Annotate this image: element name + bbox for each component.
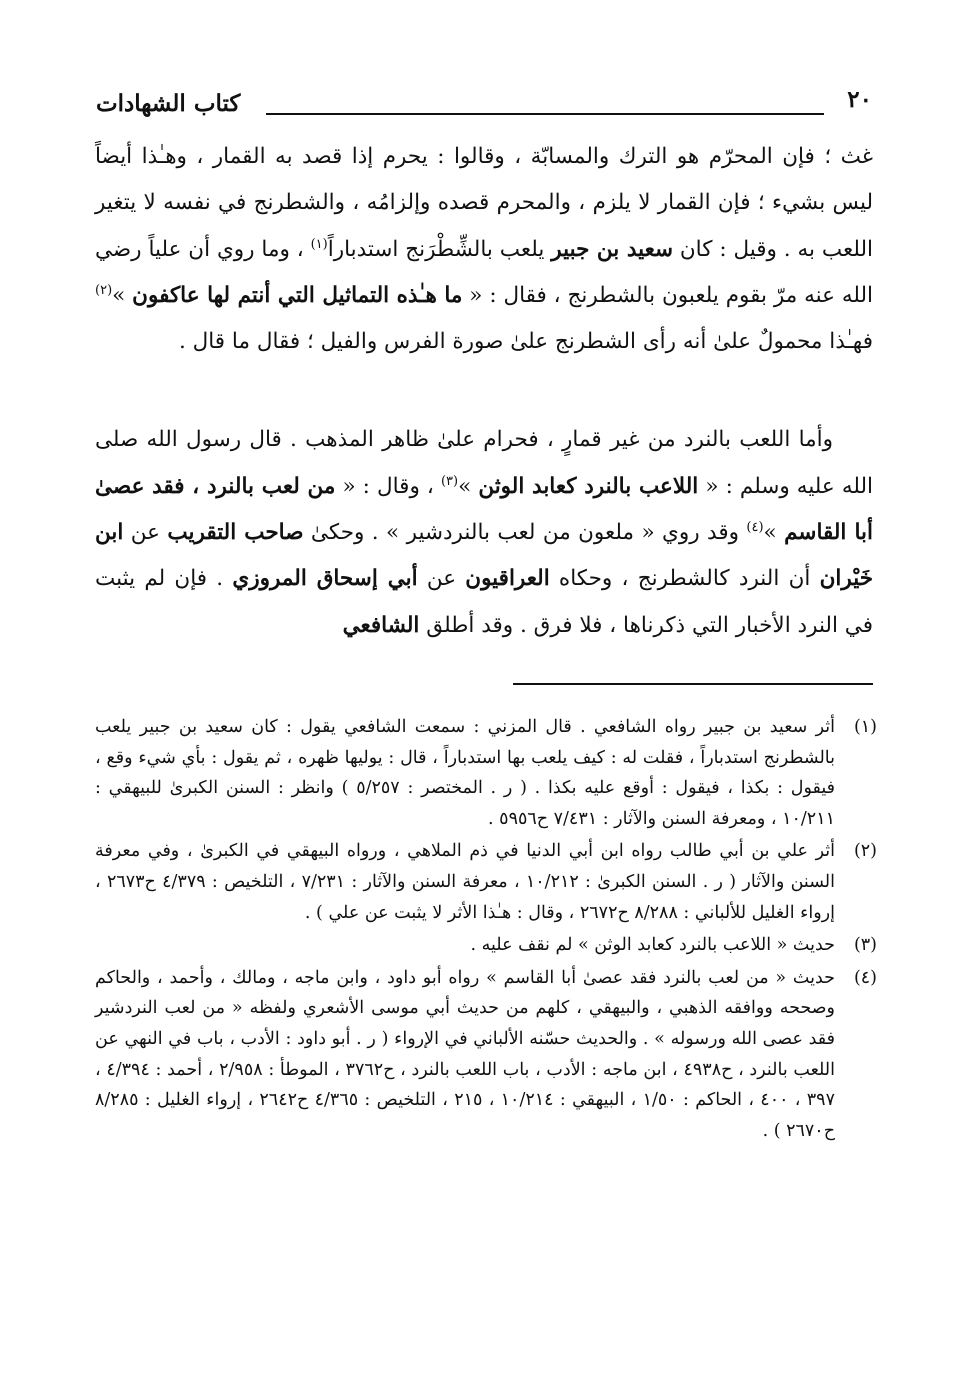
footnote-separator: [513, 683, 873, 685]
footnote-text: حديث « اللاعب بالنرد كعابد الوثن » لم نقف عليه .: [470, 935, 835, 956]
footnote-text: أثر سعيد بن جبير رواه الشافعي . قال المزني : سمعت الشافعي يقول : كان سعيد بن جبير يلعب بالشطرنج استدباراً ، فقلت له : كيف يلعب بها استدباراً ، قال : يوليها ظهره ، ثم يقول : بأي شيء وقع ، فيقول : بكذا ، فيقول : أوقع عليه بكذا . ( ر . المختصر : ٥/٢٥٧ ) وانظر : السنن الكبرىٰ للبيهقي : ١٠/٢١١ ، ومعرفة السنن والآثار : ٧/٤٣١ ح٥٩٥٦ .: [95, 717, 835, 829]
footnote-number: (٣): [853, 935, 877, 956]
text-run: عن: [123, 520, 168, 546]
footnote: [95, 712, 877, 834]
text-run: عن: [417, 566, 466, 592]
running-title: كتاب الشهادات: [96, 90, 241, 117]
running-header: [96, 86, 872, 126]
paragraph-2: [95, 417, 873, 648]
text-run: . فإن لم يثبت في النرد الأخبار التي ذكرناها ، فلا فرق . وقد أطلق: [95, 566, 873, 638]
footnote-text: حديث « من لعب بالنرد فقد عصىٰ أبا القاسم » رواه أبو داود ، وابن ماجه ، ومالك ، وأحمد ، والحاكم وصححه ووافقه الذهبي ، والبيهقي ، كلهم من حديث أبي موسى الأشعري ولفظه « من لعب النردشير فقد عصى الله ورسوله » . والحديث حسّنه الألباني في الإرواء ( ر . أبو داود : الأدب ، باب في النهي عن اللعب بالنرد ، ح٤٩٣٨ ، ابن ماجه : الأدب ، باب اللعب بالنرد ، ح٣٧٦٢ ، الموطأ : ٢/٩٥٨ ، أحمد : ٤/٣٩٤ ، ٣٩٧ ، ٤٠٠ ، الحاكم : ١/٥٠ ، البيهقي : ١٠/٢١٤ ، ٢١٥ ، التلخيص : ٤/٣٦٥ ح٢٦٤٢ ، إرواء الغليل : ٨/٢٨٥ ح٢٦٧٠ ) .: [95, 967, 835, 1141]
footnote: [95, 963, 877, 1147]
text-run: فهـٰذا محمولٌ علىٰ أنه رأى الشطرنج علىٰ صورة الفرس والفيل ؛ فقال ما قال .: [178, 329, 873, 355]
page-number: ٢٠: [847, 86, 872, 113]
bold-name: ابن خَيْران: [95, 520, 873, 592]
footnote-ref-1: (١): [310, 236, 328, 252]
footnote-ref-3: (٣): [440, 473, 459, 489]
text-run: وأما اللعب بالنرد من غير قمارٍ ، فحرام علىٰ ظاهر المذهب . قال رسول الله صلى الله عليه وسلم : «: [95, 427, 874, 499]
bold-hadith: من لعب بالنرد ، فقد عصىٰ أبا القاسم: [95, 473, 873, 546]
bold-name: الشافعي: [342, 612, 420, 638]
bold-quote: ما هـٰذه التماثيل التي أنتم لها عاكفون: [132, 282, 463, 308]
footnote-ref-2: (٢): [95, 282, 113, 298]
paragraph-gap: [95, 365, 873, 417]
bold-name: سعيد بن جبير: [551, 236, 673, 262]
text-run: يلعب بالشِّطْرَنج استدباراً: [327, 236, 552, 262]
text-run: »: [763, 520, 785, 546]
text-run: ، وما روي أن علياً رضي الله عنه مرّ بقوم يلعبون بالشطرنج ، فقال : «: [95, 236, 873, 308]
paragraph-1: [95, 134, 873, 365]
bold-name: صاحب التقريب: [167, 520, 304, 546]
text-run: أن النرد كالشطرنج ، وحكاه: [549, 566, 820, 592]
text-run: ، وقال : «: [335, 473, 441, 499]
footnote: [95, 836, 877, 928]
main-text: [95, 134, 873, 649]
text-run: »: [458, 473, 479, 499]
bold-name: أبي إسحاق المروزي: [232, 566, 418, 592]
footnote: [95, 930, 877, 961]
footnotes: [95, 712, 877, 1148]
footnote-ref-4: (٤): [746, 519, 764, 535]
text-run: »: [112, 282, 133, 308]
bold-hadith: اللاعب بالنرد كعابد الوثن: [478, 473, 699, 499]
footnote-text: أثر علي بن أبي طالب رواه ابن أبي الدنيا في ذم الملاهي ، ورواه البيهقي في الكبرىٰ ، وفي معرفة السنن والآثار ( ر . السنن الكبرىٰ : ١٠/٢١٢ ، معرفة السنن والآثار : ٧/٢٣١ ، التلخيص : ٤/٣٧٩ ح٢٦٧٣ ، إرواء الغليل للألباني : ٨/٢٨٨ ح٢٦٧٢ ، وقال : هـٰذا الأثر لا يثبت عن علي ) .: [95, 841, 836, 923]
footnote-number: (٤): [853, 967, 877, 988]
text-run: وقد روي « ملعون من لعب بالنردشير » . وحكىٰ: [303, 520, 747, 546]
header-rule: [266, 113, 824, 115]
footnote-number: (١): [853, 717, 877, 737]
text-run: غث ؛ فإن المحرّم هو الترك والمسابّة ، وقالوا : يحرم إذا قصد به القمار ، وهـٰذا أيضاً ليس بشيء ؛ فإن القمار لا يلزم ، والمحرم قصده وإلزامُه ، والشطرنج في نفسه لا يتغير اللعب به . وقيل : كان: [95, 144, 874, 262]
bold-name: العراقيون: [465, 566, 550, 592]
footnote-number: (٢): [853, 841, 877, 862]
